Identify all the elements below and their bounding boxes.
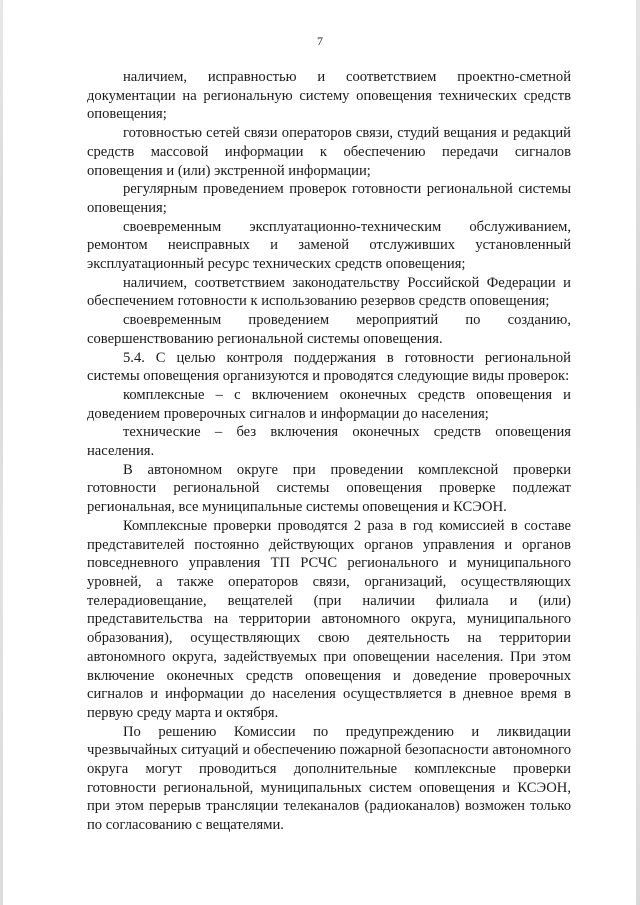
paragraph: комплексные – с включением оконечных средств оповещения и доведением проверочных сигналов и информации до населения; [87, 386, 571, 422]
paragraph: регулярным проведением проверок готовности региональной системы оповещения; [87, 181, 571, 216]
paragraph: Комплексные проверки проводятся 2 раза в год комиссией в составе представителей постоянно действующих органов управления и органов повседневного управления ТП РСЧС регионального и муниципального уровней, а также операторов связи, организаций, осуществляющих телерадиовещание, вещателей (при наличии филиала и (или) представительства на территории автономного округа, муниципального образования), осуществляющих свою деятельность на территории автономного округа, задействуемых при оповещении населения. При этом включение оконечных средств оповещения и доведение проверочных сигналов и информации до населения осуществляется в дневное время в первую среду марта и октября. [87, 517, 571, 721]
document-body [87, 68, 571, 835]
paragraph: В автономном округе при проведении комплексной проверки готовности региональной системы оповещения проверке подлежат региональная, все муниципальные системы оповещения и КСЭОН. [87, 461, 571, 516]
scan-edge-left [0, 0, 3, 905]
paragraph: наличием, соответствием законодательству Российской Федерации и обеспечением готовности к использованию резервов средств оповещения; [87, 274, 571, 310]
paragraph: своевременным проведением мероприятий по созданию, совершенствованию региональной системы оповещения. [87, 312, 571, 347]
page-number: 7 [317, 34, 323, 48]
paragraph: наличием, исправностью и соответствием проектно-сметной документации на региональную систему оповещения технических средств оповещения; [87, 69, 571, 123]
paragraph: готовностью сетей связи операторов связи, студий вещания и редакций средств массовой информации к обеспечению передачи сигналов оповещения и (или) экстренной информации; [87, 125, 571, 179]
scan-edge-right [636, 0, 640, 905]
paragraph: По решению Комиссии по предупреждению и ликвидации чрезвычайных ситуаций и обеспечению пожарной безопасности автономного округа могут проводиться дополнительные комплексные проверки готовности региональной, муниципальных систем оповещения и КСЭОН, при этом перерыв трансляции телеканалов (радиоканалов) возможен только по согласованию с вещателями. [87, 723, 571, 834]
paragraph: 5.4. С целью контроля поддержания в готовности региональной системы оповещения организуются и проводятся следующие виды проверок: [87, 349, 571, 385]
paragraph: технические – без включения оконечных средств оповещения населения. [87, 424, 571, 460]
paragraph: своевременным эксплуатационно-техническим обслуживанием, ремонтом неисправных и заменой отслуживших установленный эксплуатационный ресурс технических средств оповещения; [87, 218, 571, 273]
